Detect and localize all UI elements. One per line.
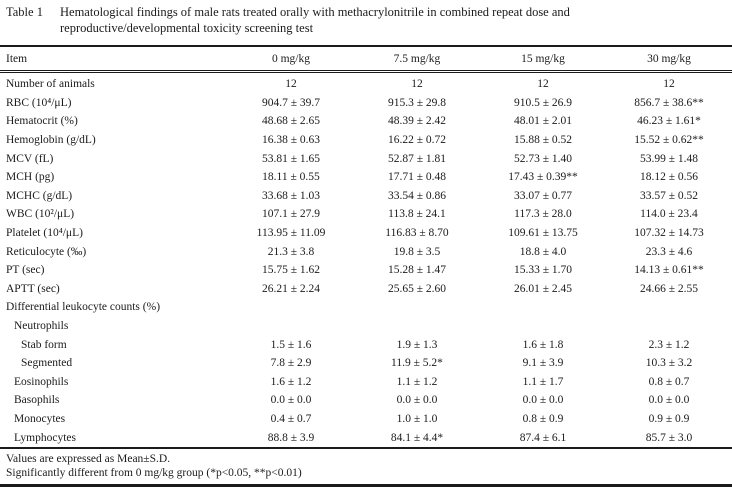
row-item-label: Stab form xyxy=(21,338,67,351)
row-item-label: APTT (sec) xyxy=(6,282,60,295)
col-header-dose-7-5: 7.5 mg/kg xyxy=(354,46,480,72)
row-value-cell: 17.71 ± 0.48 xyxy=(387,171,447,184)
header-row xyxy=(0,46,732,72)
row-value-cell: 33.68 ± 1.03 xyxy=(261,189,321,202)
col-header-dose-30: 30 mg/kg xyxy=(606,46,732,72)
row-value-cell: 113.95 ± 11.09 xyxy=(256,227,326,240)
row-value-cell: 15.88 ± 0.52 xyxy=(513,134,573,147)
row-value-cell: 1.5 ± 1.6 xyxy=(270,338,312,351)
row-value-cell: 915.3 ± 29.8 xyxy=(387,96,447,109)
row-value-cell: 48.39 ± 2.42 xyxy=(387,115,447,128)
row-value-cell xyxy=(228,317,354,336)
row-item-label: Neutrophils xyxy=(14,320,69,333)
table-row xyxy=(0,168,732,187)
row-value-cell: 52.73 ± 1.40 xyxy=(513,152,573,165)
row-value-cell: 33.54 ± 0.86 xyxy=(387,189,447,202)
row-value-cell: 107.1 ± 27.9 xyxy=(261,208,321,221)
row-value-cell: 1.1 ± 1.2 xyxy=(396,375,438,388)
row-value-cell xyxy=(606,298,732,317)
table-row xyxy=(0,335,732,354)
row-item-label: Reticulocyte (‰) xyxy=(6,245,87,258)
row-item-label: Number of animals xyxy=(6,78,95,91)
table-label: Table 1 xyxy=(6,5,43,19)
table-body xyxy=(0,72,732,448)
row-value-cell: 0.8 ± 0.9 xyxy=(522,412,564,425)
row-value-cell: 12 xyxy=(411,78,423,91)
row-value-cell: 23.3 ± 4.6 xyxy=(645,245,693,258)
row-value-cell: 15.52 ± 0.62** xyxy=(634,134,704,147)
table-row xyxy=(0,373,732,392)
row-value-cell: 18.8 ± 4.0 xyxy=(519,245,567,258)
row-value-cell: 48.68 ± 2.65 xyxy=(261,115,321,128)
row-value-cell: 1.6 ± 1.2 xyxy=(270,375,312,388)
row-value-cell xyxy=(480,298,606,317)
row-item-label: Hemoglobin (g/dL) xyxy=(6,134,96,147)
row-value-cell: 52.87 ± 1.81 xyxy=(387,152,447,165)
row-value-cell: 19.8 ± 3.5 xyxy=(393,245,441,258)
row-value-cell xyxy=(480,317,606,336)
row-value-cell: 117.3 ± 28.0 xyxy=(514,208,572,221)
row-item-label: WBC (10²/μL) xyxy=(6,208,75,221)
row-value-cell: 15.28 ± 1.47 xyxy=(387,264,447,277)
row-value-cell: 0.0 ± 0.0 xyxy=(270,394,312,407)
row-item-label: Platelet (10⁴/μL) xyxy=(6,227,83,240)
row-value-cell: 0.0 ± 0.0 xyxy=(522,394,564,407)
row-value-cell: 7.8 ± 2.9 xyxy=(270,357,312,370)
row-value-cell: 18.11 ± 0.55 xyxy=(262,171,320,184)
row-value-cell: 33.07 ± 0.77 xyxy=(513,189,573,202)
row-item-label: Monocytes xyxy=(14,412,66,425)
row-value-cell: 24.66 ± 2.55 xyxy=(639,282,699,295)
row-value-cell: 12 xyxy=(285,78,297,91)
row-value-cell: 25.65 ± 2.60 xyxy=(387,282,447,295)
table-row xyxy=(0,94,732,113)
row-value-cell: 0.0 ± 0.0 xyxy=(396,394,438,407)
row-value-cell: 14.13 ± 0.61** xyxy=(634,264,704,277)
table-row xyxy=(0,428,732,448)
row-value-cell: 12 xyxy=(663,78,675,91)
col-header-dose-15: 15 mg/kg xyxy=(480,46,606,72)
row-value-cell: 107.32 ± 14.73 xyxy=(634,227,704,240)
row-value-cell: 18.12 ± 0.56 xyxy=(639,171,699,184)
table-row xyxy=(0,149,732,168)
row-value-cell: 48.01 ± 2.01 xyxy=(513,115,573,128)
row-value-cell: 26.01 ± 2.45 xyxy=(513,282,573,295)
footnote-significance: Significantly different from 0 mg/kg group (*p<0.05, **p<0.01) xyxy=(6,467,302,480)
row-value-cell: 11.9 ± 5.2* xyxy=(391,357,443,370)
row-value-cell: 53.81 ± 1.65 xyxy=(261,152,321,165)
row-item-label: Lymphocytes xyxy=(0,428,228,448)
table-row xyxy=(0,298,732,317)
footnote-mean-sd: Values are expressed as Mean±S.D. xyxy=(6,452,171,465)
row-value-cell: 2.3 ± 1.2 xyxy=(648,338,690,351)
caption-line-1: Hematological findings of male rats treated orally with methacrylonitrile in combined repeat dose and xyxy=(60,5,570,19)
table-footnotes xyxy=(0,449,732,481)
row-value-cell: 910.5 ± 26.9 xyxy=(513,96,573,109)
table-row xyxy=(0,112,732,131)
row-value-cell: 21.3 ± 3.8 xyxy=(267,245,315,258)
row-value-cell: 10.3 ± 3.2 xyxy=(645,357,693,370)
row-value-cell: 12 xyxy=(537,78,549,91)
row-value-cell: 87.4 ± 6.1 xyxy=(480,428,606,448)
table-row xyxy=(0,224,732,243)
row-value-cell: 114.0 ± 23.4 xyxy=(640,208,698,221)
row-value-cell: 85.7 ± 3.0 xyxy=(606,428,732,448)
row-item-label: MCHC (g/dL) xyxy=(6,189,73,202)
row-value-cell: 116.83 ± 8.70 xyxy=(385,227,449,240)
table-row xyxy=(0,72,732,94)
row-value-cell: 1.0 ± 1.0 xyxy=(396,412,438,425)
row-value-cell: 16.38 ± 0.63 xyxy=(261,134,321,147)
row-item-label: MCH (pg) xyxy=(6,171,55,184)
row-value-cell: 53.99 ± 1.48 xyxy=(639,152,699,165)
table-row xyxy=(0,410,732,429)
row-value-cell: 17.43 ± 0.39** xyxy=(508,171,578,184)
row-value-cell: 26.21 ± 2.24 xyxy=(261,282,321,295)
row-value-cell xyxy=(228,298,354,317)
row-value-cell: 109.61 ± 13.75 xyxy=(508,227,578,240)
table-row xyxy=(0,391,732,410)
row-value-cell: 33.57 ± 0.52 xyxy=(639,189,699,202)
row-item-label: Differential leukocyte counts (%) xyxy=(6,301,161,314)
table-caption xyxy=(0,0,732,36)
row-value-cell: 88.8 ± 3.9 xyxy=(228,428,354,448)
table-row xyxy=(0,242,732,261)
table-row xyxy=(0,205,732,224)
table-row xyxy=(0,280,732,299)
row-value-cell: 84.1 ± 4.4* xyxy=(354,428,480,448)
row-value-cell: 1.1 ± 1.7 xyxy=(522,375,564,388)
table-row xyxy=(0,261,732,280)
row-item-label: PT (sec) xyxy=(6,264,45,277)
hematology-table xyxy=(0,45,732,449)
row-item-label: Basophils xyxy=(14,394,60,407)
row-item-label: Eosinophils xyxy=(14,375,69,388)
row-value-cell: 856.7 ± 38.6** xyxy=(634,96,704,109)
row-value-cell: 1.9 ± 1.3 xyxy=(396,338,438,351)
row-value-cell: 0.8 ± 0.7 xyxy=(648,375,690,388)
caption-line-2: reproductive/developmental toxicity screening test xyxy=(60,20,314,35)
row-value-cell xyxy=(354,298,480,317)
row-value-cell: 15.33 ± 1.70 xyxy=(513,264,573,277)
table-row xyxy=(0,131,732,150)
table-row xyxy=(0,354,732,373)
row-value-cell: 46.23 ± 1.61* xyxy=(637,115,701,128)
table-caption-text xyxy=(60,5,708,36)
row-value-cell: 9.1 ± 3.9 xyxy=(522,357,564,370)
row-value-cell: 1.6 ± 1.8 xyxy=(522,338,564,351)
row-value-cell: 15.75 ± 1.62 xyxy=(261,264,321,277)
col-header-item: Item xyxy=(0,46,228,72)
row-item-label: Hematocrit (%) xyxy=(6,115,78,128)
row-value-cell: 16.22 ± 0.72 xyxy=(387,134,447,147)
table-row xyxy=(0,187,732,206)
row-value-cell: 0.4 ± 0.7 xyxy=(270,412,312,425)
row-item-label: Segmented xyxy=(21,357,73,370)
col-header-dose-0: 0 mg/kg xyxy=(228,46,354,72)
row-value-cell xyxy=(606,317,732,336)
row-item-label: RBC (10⁴/μL) xyxy=(6,96,72,109)
table-row xyxy=(0,317,732,336)
row-item-label: MCV (fL) xyxy=(6,152,54,165)
row-value-cell xyxy=(354,317,480,336)
row-value-cell: 0.0 ± 0.0 xyxy=(648,394,690,407)
row-value-cell: 904.7 ± 39.7 xyxy=(261,96,321,109)
row-value-cell: 0.9 ± 0.9 xyxy=(648,412,690,425)
row-value-cell: 113.8 ± 24.1 xyxy=(388,208,446,221)
